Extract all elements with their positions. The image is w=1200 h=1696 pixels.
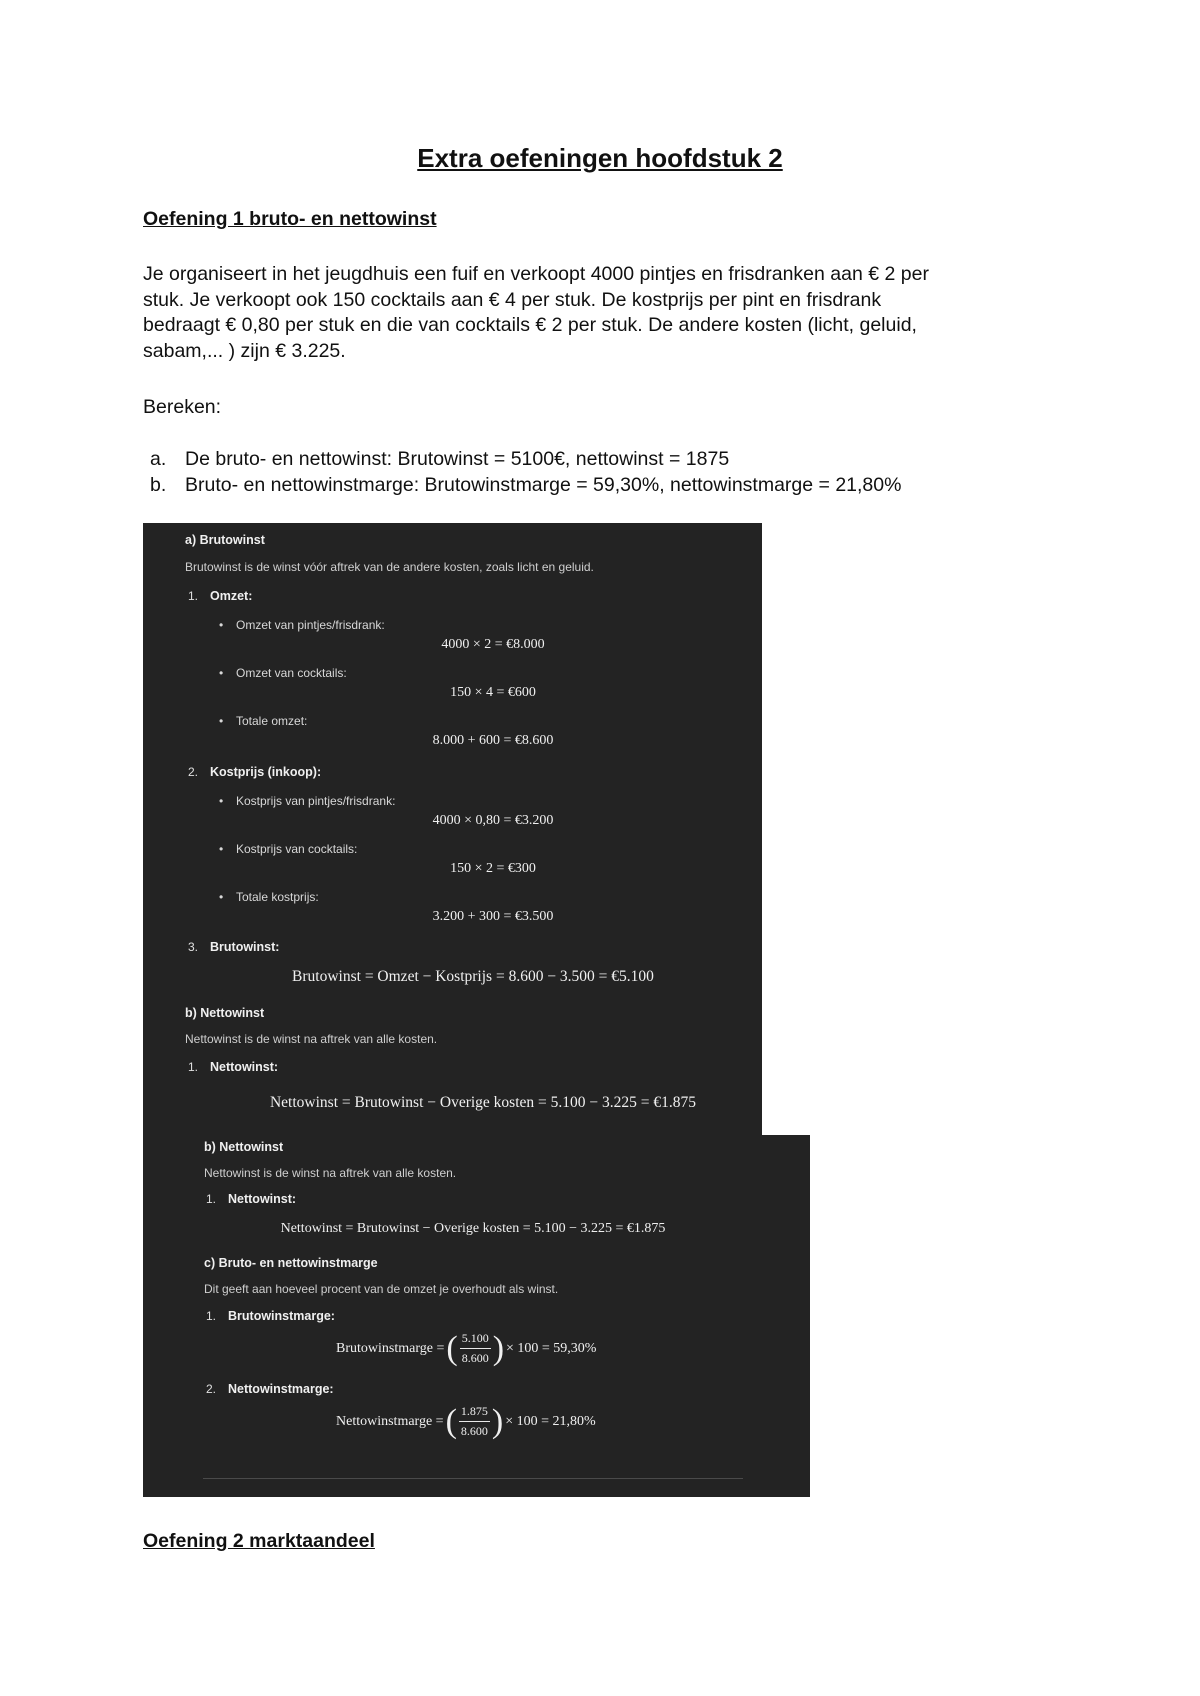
section-a-description: Brutowinst is de winst vóór aftrek van de andere kosten, zoals licht en geluid.	[185, 560, 594, 574]
formula: Nettowinst = Brutowinst − Overige kosten = 5.100 − 3.225 = €1.875	[280, 1221, 666, 1236]
document-title: Extra oefeningen hoofdstuk 2	[417, 143, 783, 173]
step-number: 1.	[188, 589, 199, 603]
step-number: 1.	[206, 1192, 217, 1206]
formula: 150 × 2 = €300	[450, 861, 536, 876]
fraction	[459, 1404, 490, 1439]
section-b-description: Nettowinst is de winst na aftrek van alle kosten.	[204, 1166, 457, 1180]
fraction-numerator: 5.100	[460, 1331, 491, 1349]
step-number: 1.	[206, 1309, 217, 1323]
section-b-description: Nettowinst is de winst na aftrek van alle kosten.	[185, 1032, 438, 1046]
formula: 3.200 + 300 = €3.500	[432, 909, 554, 924]
step-label: Omzet:	[210, 589, 253, 603]
divider	[203, 1478, 743, 1479]
step-label: Nettowinstmarge:	[228, 1382, 334, 1396]
formula-brutowinstmarge	[336, 1331, 596, 1366]
close-paren: )	[491, 1402, 504, 1440]
formula-rhs: × 100 = 21,80%	[505, 1413, 596, 1429]
solution-screenshot-1	[143, 523, 762, 1135]
exercise-2-heading: Oefening 2 marktaandeel	[143, 1530, 375, 1552]
bullet-item: • Kostprijs van pintjes/frisdrank:	[236, 794, 395, 808]
formula: 8.000 + 600 = €8.600	[432, 733, 554, 748]
paragraph-line: bedraagt € 0,80 per stuk en die van cocktails € 2 per stuk. De andere kosten (licht, geluid,	[143, 314, 917, 336]
open-paren: (	[446, 1329, 458, 1367]
section-a-heading: a) Brutowinst	[185, 533, 265, 547]
formula-lhs: Brutowinstmarge =	[336, 1340, 445, 1356]
formula: 4000 × 0,80 = €3.200	[432, 813, 554, 828]
answer-marker: b.	[150, 473, 167, 496]
bullet-item: • Totale omzet:	[236, 714, 307, 728]
answer-text: Bruto- en nettowinstmarge: Brutowinstmarge = 59,30%, nettowinstmarge = 21,80%	[185, 473, 902, 496]
answer-item	[143, 473, 1063, 499]
step-number: 1.	[188, 1060, 199, 1074]
fraction	[460, 1331, 491, 1366]
answer-marker: a.	[150, 448, 167, 470]
step-number: 3.	[188, 940, 199, 954]
bullet-item: • Omzet van cocktails:	[236, 666, 347, 680]
step-number: 2.	[206, 1382, 217, 1396]
paragraph-line: Je organiseert in het jeugdhuis een fuif en verkoopt 4000 pintjes en frisdranken aan € 2 per	[143, 263, 929, 285]
step-number: 2.	[188, 765, 199, 779]
section-b-heading: b) Nettowinst	[204, 1140, 284, 1154]
paragraph-line: sabam,... ) zijn € 3.225.	[143, 339, 346, 362]
answer-item	[143, 447, 1063, 473]
bullet-item: • Omzet van pintjes/frisdrank:	[236, 618, 385, 632]
bullet-item: • Kostprijs van cocktails:	[236, 842, 357, 856]
section-c-description: Dit geeft aan hoeveel procent van de omzet je overhoudt als winst.	[204, 1282, 559, 1296]
formula-lhs: Nettowinstmarge =	[336, 1413, 444, 1429]
step-label: Nettowinst:	[228, 1192, 297, 1206]
step-label: Kostprijs (inkoop):	[210, 765, 322, 779]
step-label: Brutowinstmarge:	[228, 1309, 335, 1323]
formula: 4000 × 2 = €8.000	[441, 637, 545, 652]
formula-rhs: × 100 = 59,30%	[506, 1340, 597, 1356]
fraction-denominator: 8.600	[461, 1351, 489, 1365]
fraction-denominator: 8.600	[460, 1424, 488, 1438]
section-b-heading: b) Nettowinst	[185, 1006, 265, 1020]
answer-text: De bruto- en nettowinst: Brutowinst = 5100€, nettowinst = 1875	[185, 448, 730, 470]
bereken-label: Bereken:	[143, 396, 222, 418]
bullet-item: • Totale kostprijs:	[236, 890, 319, 904]
formula-nettowinstmarge	[336, 1404, 596, 1439]
exercise-1-paragraph	[143, 262, 1063, 364]
formula: Brutowinst = Omzet − Kostprijs = 8.600 − 3.500 = €5.100	[292, 968, 654, 985]
answer-list	[143, 447, 1063, 498]
paragraph-line: stuk. Je verkoopt ook 150 cocktails aan € 4 per stuk. De kostprijs per pint en frisdrank	[143, 288, 882, 311]
solution-screenshot-2	[143, 1135, 810, 1497]
exercise-1-heading: Oefening 1 bruto- en nettowinst	[143, 208, 437, 230]
step-label: Brutowinst:	[210, 940, 280, 954]
step-label: Nettowinst:	[210, 1060, 279, 1074]
open-paren: (	[445, 1402, 457, 1440]
close-paren: )	[492, 1329, 505, 1367]
formula: 150 × 4 = €600	[450, 685, 536, 700]
section-c-heading: c) Bruto- en nettowinstmarge	[204, 1256, 378, 1270]
formula: Nettowinst = Brutowinst − Overige kosten = 5.100 − 3.225 = €1.875	[269, 1094, 696, 1111]
fraction-numerator: 1.875	[459, 1404, 490, 1422]
